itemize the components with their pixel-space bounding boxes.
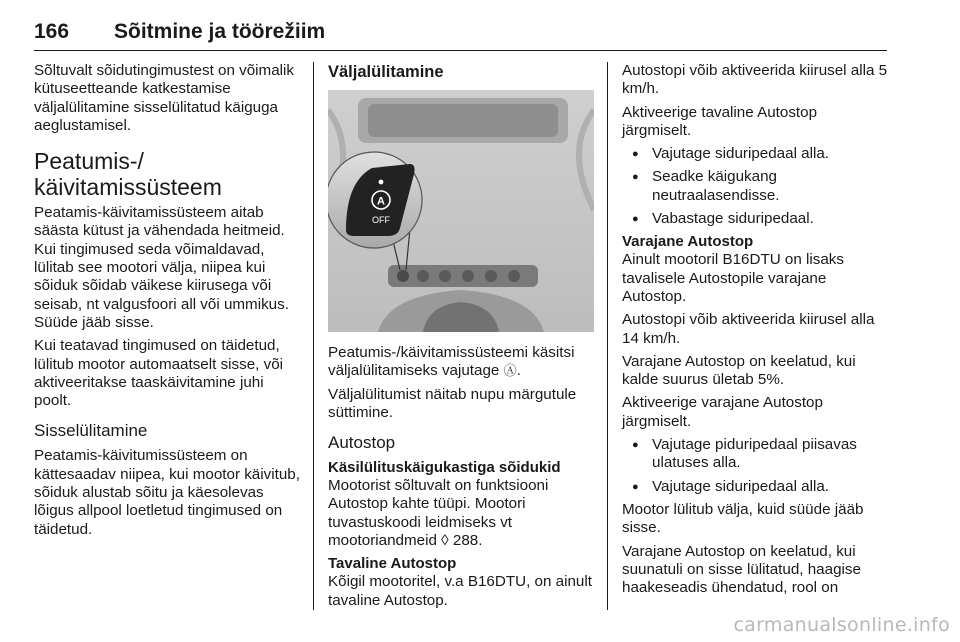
page-ref-link[interactable]: 288. [448, 532, 483, 550]
paragraph: Varajane Autostop on keelatud, kui suunatuli on sisse lülitatud, haagise haakeseadis ühendatud, rool on [622, 542, 861, 597]
section-heading-autostop: Autostop [328, 433, 396, 453]
subheading-manual-transmission: Käsilülituskäigukastiga sõidukid [328, 459, 561, 477]
column-3 [622, 62, 888, 602]
paragraph [328, 477, 594, 550]
paragraph: Varajane Autostop on keelatud, kui kalde suurus ületab 5%. [622, 352, 856, 389]
button-off-label: OFF [372, 215, 390, 225]
button-glyph: A [377, 195, 385, 208]
paragraph: Autostopi võib aktiveerida kiirusel alla 14 km/h. [622, 311, 875, 347]
list-item: ● Vajutage siduripedaal alla. [622, 478, 888, 496]
console-illustration [328, 90, 594, 332]
paragraph: Aktiveerige varajane Autostop järgmiselt. [622, 394, 823, 430]
list-item: ● Vabastage siduripedaal. [622, 210, 888, 228]
paragraph [328, 344, 594, 381]
page-ref-arrow-icon: ◊ [441, 532, 449, 550]
paragraph: Ainult mootoril B16DTU on lisaks tavalisele Autostopile varajane Autostop. [622, 251, 844, 305]
paragraph: Autostopi võib aktiveerida kiirusel alla 5 km/h. [622, 62, 888, 98]
indicator-led [379, 180, 384, 185]
paragraph: Mootor lülitub välja, kuid süüde jääb sisse. [622, 500, 864, 537]
stop-start-button-figure [328, 90, 594, 332]
column-1 [34, 62, 300, 544]
bullet-list [622, 436, 888, 496]
paragraph: Aktiveerige tavaline Autostop järgmiselt. [622, 103, 818, 139]
subheading-normal-autostop: Tavaline Autostop [328, 555, 457, 573]
page-header-title: Sõitmine ja töörežiim [114, 20, 326, 43]
section-heading-deactivation: Väljalülitamine [328, 63, 444, 81]
paragraph: Kõigil mootoritel, v.a B16DTU, on ainult tavaline Autostop. [328, 573, 592, 609]
paragraph: Peatamis-käivitumissüsteem on kättesaadav niipea, kui mootor käivitub, sõiduk alustab sõitu ja käesolevas lõigus allpool loetletud tingimused on täidetud. [34, 447, 300, 538]
section-heading-activation: Sisselülitamine [34, 421, 148, 441]
column-divider-2 [607, 62, 608, 610]
list-item: ● Vajutage piduripedaal piisavas ulatuses alla. [622, 436, 888, 473]
subheading-early-autostop: Varajane Autostop [622, 233, 754, 251]
list-item: ● Vajutage siduripedaal alla. [622, 145, 888, 163]
page-header [34, 14, 887, 51]
paragraph: Kui teatavad tingimused on täidetud, lülitub mootor automaatselt sisse, või aktiveeritakse taaskäivitamine juhi poolt. [34, 337, 284, 410]
bullet-list [622, 145, 888, 228]
paragraph-tail: . [516, 362, 521, 380]
intro-paragraph: Sõltuvalt sõidutingimustest on võimalik kütuseetteande katkestamise väljalülitamine sisselülitatud käiguga aeglustamisel. [34, 62, 294, 134]
site-watermark: carmanualsonline.info [733, 614, 950, 636]
page-number: 166 [34, 20, 70, 43]
column-2 [328, 62, 594, 615]
paragraph: Peatamis-käivitamissüsteem aitab säästa kütust ja vähendada heitmeid. Kui tingimused seda võimaldavad, lülitab see mootori välja, niipea kui sõiduk sõidab väikese kiirusega või seisab, nt valgusfoori all või ummikus. Süüde jääb sisse. [34, 204, 289, 331]
list-item: ● Seadke käigukang neutraalasendisse. [622, 168, 888, 205]
section-heading-stop-start: Peatumis-/ käivitamissüsteem [34, 148, 222, 201]
autostop-inline-icon: Ⓐ [503, 363, 517, 379]
paragraph-text: Peatumis-/käivitamissüsteemi käsitsi väljalülitamiseks vajutage [328, 344, 575, 380]
paragraph: Väljalülitumist näitab nupu märgutule süttimine. [328, 385, 577, 421]
column-divider-1 [313, 62, 314, 610]
paragraph-text: Mootorist sõltuvalt on funktsiooni Autostop kahte tüüpi. Mootori tuvastuskoodi leidmiseks vt mootoriandmeid [328, 477, 549, 550]
